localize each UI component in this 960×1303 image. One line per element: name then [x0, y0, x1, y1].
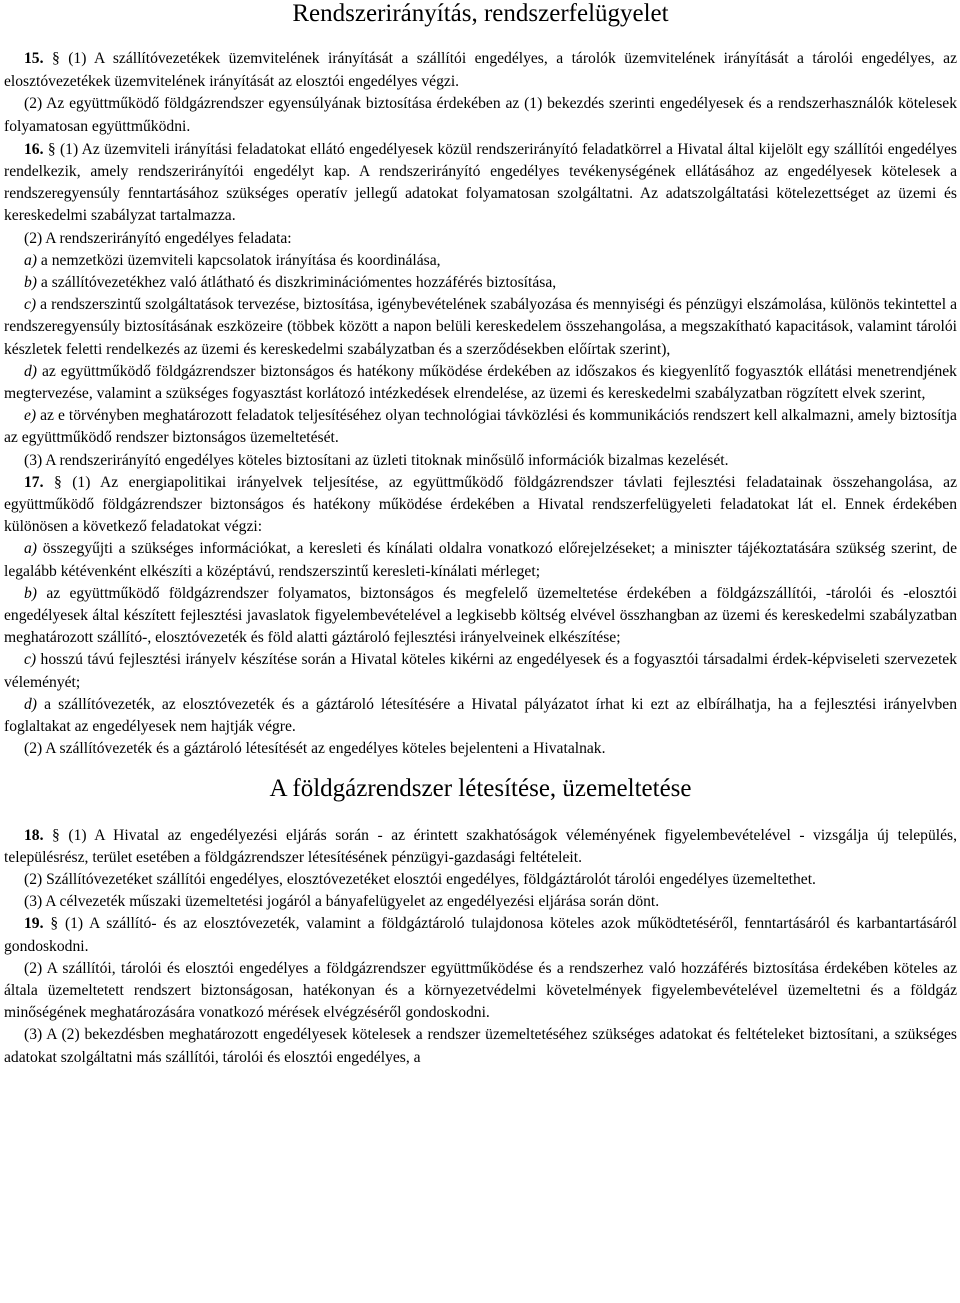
list-label: a)	[24, 251, 37, 269]
section-number-18: 18.	[24, 826, 44, 844]
list-label: b)	[24, 274, 37, 292]
list-text: hosszú távú fejlesztési irányelv készítése során a Hivatal köteles kikérni az engedélyesek és a fogyasztói társadalmi érdek-képviseleti szervezetek véleményét;	[4, 651, 957, 691]
list-item-17-a	[4, 538, 957, 582]
paragraph-text: § (1) Az üzemviteli irányítási feladatokat ellátó engedélyesek közül rendszerirányító feladatkörrel a Hivatal által kijelölt egy szállítói engedélyes rendelkezik, amely rendszerirányítói engedélyt kap. A rendszerirányító engedélyes tevékenységének ellátásához az engedélyesek kötelesek a rendszeregyensúly fenntartásához szükséges operatív jellegű adatokat folyamatosan szolgáltatni. Az adatszolgáltatási kötelezettséget az üzemi és kereskedelmi szabályzat tartalmazza.	[4, 140, 957, 225]
list-text: az együttműködő földgázrendszer folyamatos, biztonságos és megfelelő üzemeltetése érdekében a földgázszállítói, -tárolói és -elosztói engedélyesek által készített fejlesztési javaslatok figyelembevételével a legkisebb költség elvével összhangban az üzemi és kereskedelmi szabályzatban meghatározott szállító-, elosztóvezeték és föld alatti gáztároló fejlesztési irányelveinek elkészítése;	[4, 584, 957, 647]
list-item-17-b	[4, 583, 957, 650]
paragraph-text: § (1) Az energiapolitikai irányelvek teljesítése, az együttműködő földgázrendszer távlati fejlesztési feladatainak összehangolása, az együttműködő földgázrendszer biztonságos és hatékony működése érdekében a Hivatal rendszerfelügyeleti feladatokat lát el. Ennek érdekében különösen a következő feladatokat végzi:	[4, 473, 957, 536]
list-item-17-c	[4, 649, 957, 693]
list-item-16-e	[4, 405, 957, 449]
paragraph-15-2: (2) Az együttműködő földgázrendszer egyensúlyának biztosítása érdekében az (1) bekezdés szerinti engedélyesek és a rendszerhasználók kötelesek folyamatosan együttműködni.	[4, 95, 957, 136]
section-16	[4, 139, 957, 472]
list-label: c)	[24, 651, 37, 669]
paragraph-18-2: (2) Szállítóvezetéket szállítói engedélyes, elosztóvezetéket elosztói engedélyes, földgáztárolót tárolói engedélyes üzemeltethet.	[24, 870, 816, 888]
list-text: az e törvényben meghatározott feladatok teljesítéséhez olyan technológiai távközlési és kommunikációs rendszert kell alkalmazni, amely biztosítja az együttműködő rendszer biztonságos üzemeltetését.	[4, 407, 957, 447]
paragraph-text: § (1) A Hivatal az engedélyezési eljárás során - az érintett szakhatóságok véleményének figyelembevételével - vizsgálja új település, településrész, terület esetében a földgázrendszer létesítésének pénzügyi-gazdasági feltételeit.	[4, 826, 957, 866]
section-15	[4, 48, 957, 139]
list-label: b)	[24, 584, 37, 602]
list-label: e)	[24, 407, 37, 425]
section-heading-establishment: A földgázrendszer létesítése, üzemeltetése	[269, 774, 692, 802]
section-number-16: 16.	[24, 140, 44, 158]
list-item-16-c	[4, 294, 957, 361]
section-17	[4, 472, 957, 761]
list-text: az együttműködő földgázrendszer biztonságos és hatékony működése érdekében az időszakos és kiegyenlítő fogyasztók ellátási menetrendjének megtervezése, valamint a szükséges fogyasztást korlátozó intézkedések elrendelése, az üzemi és kereskedelmi szabályzatban rögzített elvek szerint,	[4, 362, 957, 403]
list-label: a)	[24, 540, 37, 558]
paragraph-19-2: (2) A szállítói, tárolói és elosztói engedélyes a földgázrendszer együttműködése és a rendszerhez való hozzáférés biztosítása érdekében köteles az általa üzemeltetett rendszert biztonságosan, hatékonyan és a környezetvédelmi követelmények figyelembevételével üzemeltetni és a földgáz minőségének meghatározására vonatkozó mérések elvégzéséről gondoskodni.	[4, 959, 957, 1022]
paragraph-text: § (1) A szállítóvezetékek üzemvitelének irányítását a szállítói engedélyes, a tárolók üzemvitelének irányítását a tárolói engedélyes, az elosztóvezetékek üzemvitelének irányítását az elosztói engedélyes végzi.	[4, 50, 957, 90]
paragraph-18-3: (3) A célvezeték műszaki üzemeltetési jogáról a bányafelügyelet az engedélyezési eljárása során dönt.	[24, 893, 660, 911]
section-number-19: 19.	[24, 915, 44, 933]
list-item-17-d	[4, 694, 957, 738]
paragraph-19-3: (3) A (2) bekezdésben meghatározott engedélyesek kötelesek a rendszer üzemeltetéséhez szükséges adatokat és feltételeket biztosítani, a szükséges adatokat szolgáltatni más szállítói, tárolói és elosztói engedélyes, a	[4, 1026, 957, 1066]
list-label: d)	[24, 695, 37, 713]
paragraph-19-1	[4, 913, 957, 957]
list-item-16-d	[4, 361, 957, 405]
section-number-15: 15.	[24, 50, 44, 67]
paragraph-18-1	[4, 825, 957, 869]
section-19	[4, 913, 957, 1068]
section-18	[4, 825, 957, 914]
list-text: a rendszerszintű szolgáltatások tervezése, biztosítása, igénybevételének szabályozása és mennyiségi és pénzügyi elszámolása, különös tekintettel a rendszeregyensúly biztosításának eszközeire (többek között a napon belüli kereskedelem összehangolása, a megszakítható kapacitások, valamint tárolói készletek feletti rendelkezés az üzemi és kereskedelmi szabályzatban és a szerződésekben előírtak szerint),	[4, 296, 957, 358]
paragraph-15-1	[4, 48, 957, 93]
paragraph-16-3: (3) A rendszerirányító engedélyes köteles biztosítani az üzleti titoknak minősülő információk bizalmas kezelését.	[24, 451, 729, 469]
list-text: összegyűjti a szükséges információkat, a keresleti és kínálati oldalra vonatkozó előrejelzéseket; a miniszter tájékoztatására szükség szerint, de legalább kétévenként elkészíti a középtávú, rendszerszintű keresleti-kínálati mérleget;	[4, 540, 957, 580]
paragraph-16-1	[4, 139, 957, 228]
list-label: d)	[24, 362, 37, 380]
list-label: c)	[24, 296, 37, 314]
list-text: a szállítóvezeték, az elosztóvezeték és a gáztároló létesítésére a Hivatal pályázatot írhat ki ezt az elbírálhatja, ha a fejlesztési irányelvben foglaltakat az engedélyesek nem hajtják végre.	[4, 695, 957, 736]
paragraph-text: § (1) A szállító- és az elosztóvezeték, valamint a földgáztároló tulajdonosa köteles azok működtetéséről, fenntartásáról és karbantartásáról gondoskodni.	[4, 915, 957, 955]
paragraph-17-2: (2) A szállítóvezeték és a gáztároló létesítését az engedélyes köteles bejelenteni a Hivatalnak.	[24, 740, 606, 758]
list-item-16-a	[4, 250, 957, 272]
paragraph-17-1	[4, 472, 957, 539]
paragraph-16-2: (2) A rendszerirányító engedélyes feladata:	[24, 229, 292, 247]
section-heading-system-control: Rendszerirányítás, rendszerfelügyelet	[292, 0, 669, 27]
section-number-17: 17.	[24, 473, 44, 491]
list-text: a szállítóvezetékhez való átlátható és diszkriminációmentes hozzáférés biztosítása,	[40, 274, 557, 292]
list-text: a nemzetközi üzemviteli kapcsolatok irányítása és koordinálása,	[40, 251, 441, 269]
list-item-16-b	[4, 272, 957, 294]
